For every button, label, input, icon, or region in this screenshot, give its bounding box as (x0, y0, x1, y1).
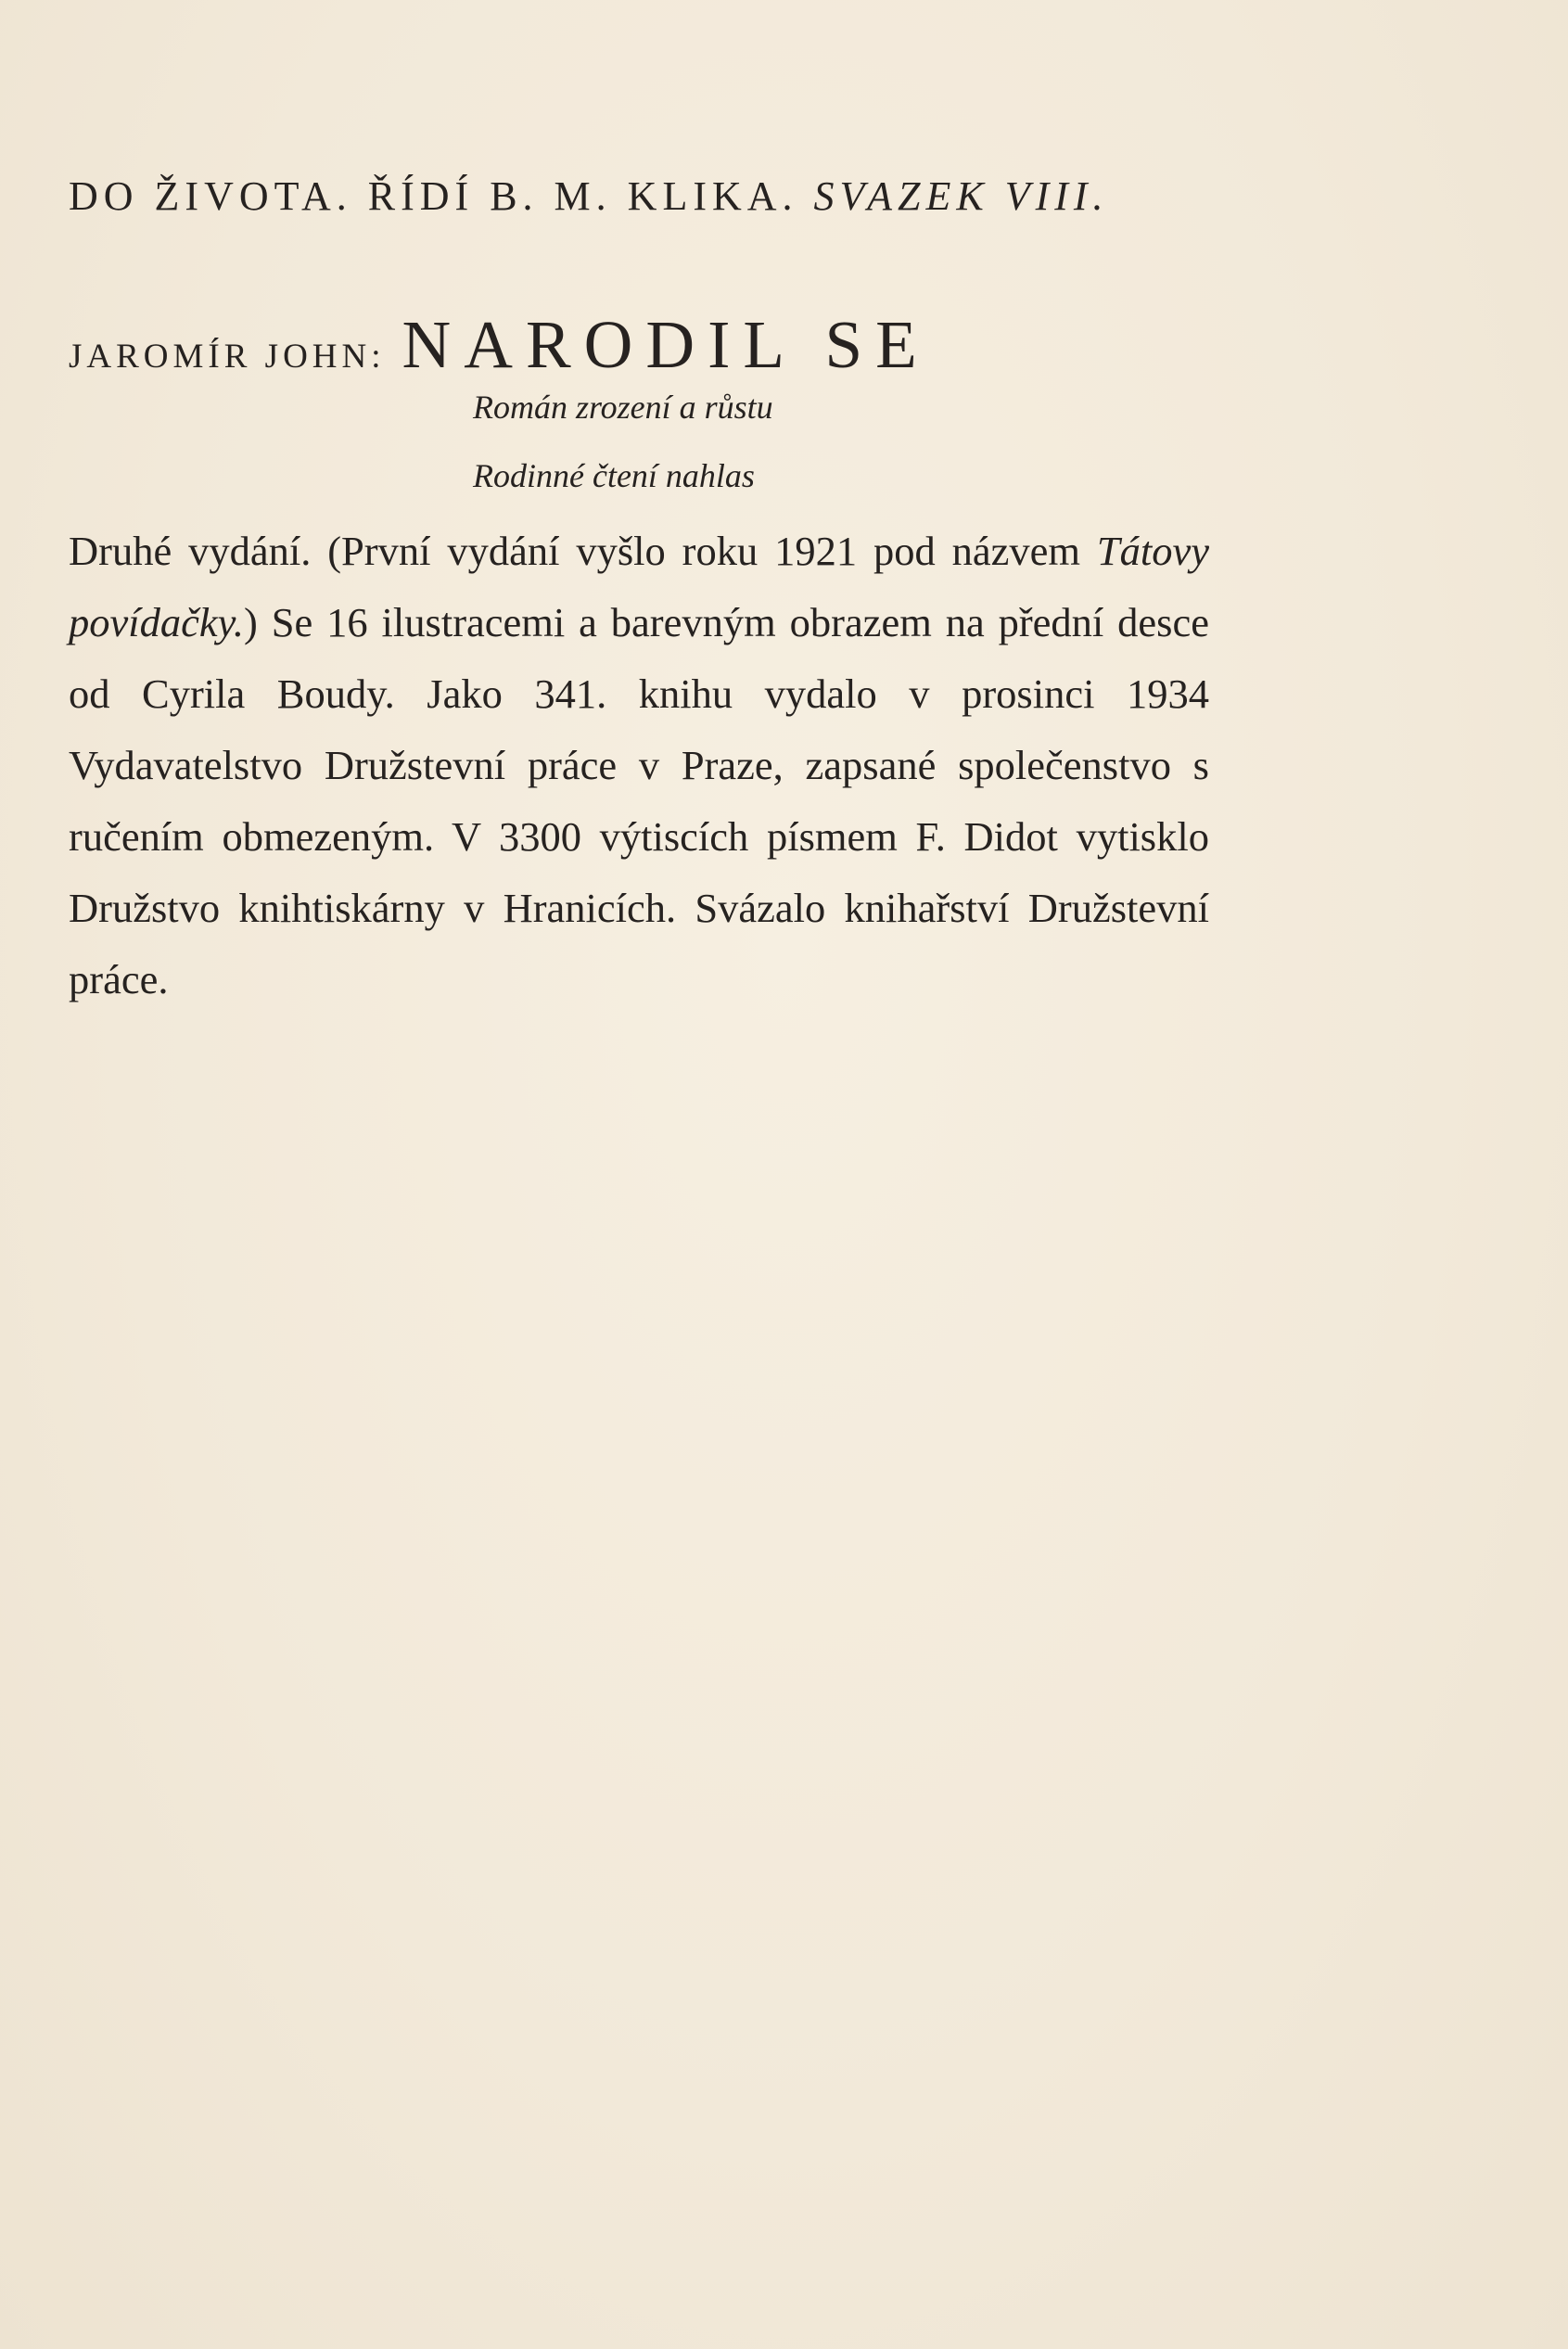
author-title-line (69, 306, 930, 384)
book-subtitle: Román zrození a růstu (473, 389, 773, 426)
book-subtitle-2: Rodinné čtení nahlas (473, 457, 755, 494)
series-editor: ŘÍDÍ B. M. KLIKA. (367, 173, 798, 219)
book-title: NARODIL SE (402, 307, 930, 382)
colophon-part-2: ) Se 16 ilustracemi a barevným obrazem na přední desce od Cyrila Boudy. Jako 341. knihu vydalo v prosinci 1934 Vydavatelstvo Družstevní práce v Praze, zapsané společenstvo s ručením obmezeným. V 3300 výtiscích písmem F. Didot vytisklo Družstvo knihtiskárny v Hranicích. Svázalo knihařství Družstevní práce. (69, 599, 1209, 1002)
colophon-text (69, 516, 1209, 1015)
author-name: JAROMÍR JOHN: (69, 338, 386, 376)
series-line (69, 172, 1109, 220)
series-name: DO ŽIVOTA. (69, 173, 352, 219)
colophon-part-1: Druhé vydání. (První vydání vyšlo roku 1921 pod názvem (69, 528, 1097, 574)
colophon-original-title: Tátovy povídačky. (69, 528, 1209, 645)
series-volume: SVAZEK VIII. (813, 173, 1109, 219)
